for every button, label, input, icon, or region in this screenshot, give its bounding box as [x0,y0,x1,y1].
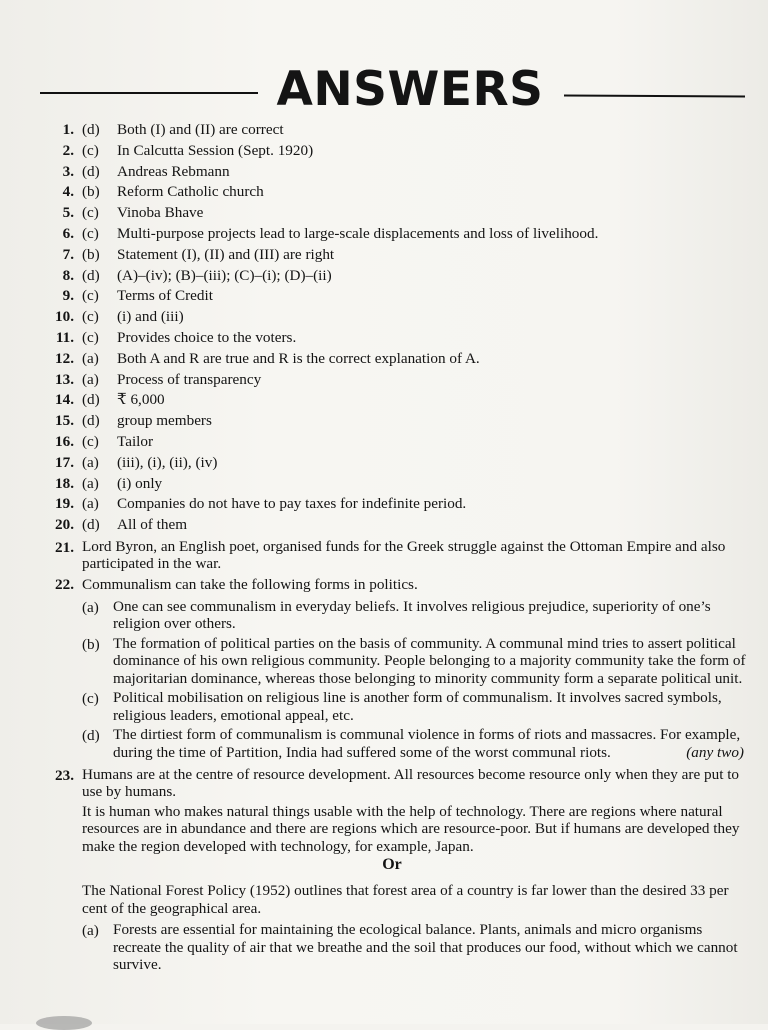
answer-row-13 [36,370,748,391]
part-text-wrap [113,726,748,762]
answer-option: (d) [82,412,100,430]
answer-text: Reform Catholic church [117,183,264,201]
answer-row-23 [36,766,748,801]
answer-row-20 [36,515,748,536]
heading-row [40,62,745,122]
part-label: (a) [82,598,99,616]
answer-option: (d) [82,516,100,534]
answer-row-15 [36,411,748,432]
answer-row-6 [36,224,748,245]
answer-text: group members [117,412,212,430]
answer-row-9 [36,286,748,307]
heading-rule-right [564,95,745,98]
answer-text: Vinoba Bhave [117,204,204,222]
answer-row-1 [36,120,748,141]
answer-row-16 [36,432,748,453]
answer-text: (iii), (i), (ii), (iv) [117,453,218,471]
answer-22-part-c [82,689,748,724]
answer-row-10 [36,307,748,328]
part-label: (d) [82,727,100,745]
answer-text: Tailor [117,432,154,450]
answer-number: 5. [62,204,74,222]
answer-number: 9. [62,287,74,305]
mcq-list [36,120,748,536]
answer-text: Both (I) and (II) are correct [117,121,284,138]
answer-text: ₹ 6,000 [117,391,165,409]
answer-number: 12. [55,349,74,367]
answer-row-18 [36,474,748,495]
answer-text: All of them [117,516,188,534]
answer-option: (d) [82,121,100,138]
answer-row-2 [36,141,748,162]
answer-text: Communalism can take the following forms in politics. [82,575,418,593]
answer-option: (c) [82,204,99,222]
heading-rule-left [40,92,258,94]
answer-row-21 [36,538,748,573]
page-shadow-mark [36,1016,92,1030]
part-label: (c) [82,690,99,708]
answer-number: 15. [55,412,74,430]
answer-22-part-a [82,598,748,633]
answer-option: (c) [82,224,99,242]
answer-option: (c) [82,432,99,450]
or-separator: Or [382,856,402,874]
answer-number: 21. [55,538,74,556]
answer-option: (a) [82,453,99,471]
answer-text: (i) only [117,474,163,492]
part-label: (a) [82,922,99,940]
answer-text: Both A and R are true and R is the correct explanation of A. [117,349,480,367]
answer-text: Lord Byron, an English poet, organised funds for the Greek struggle against the Ottoman Empire and also participated in the war. [82,537,726,573]
part-text: The dirtiest form of communalism is communal violence in forms of riots and massacres. For example, during the time of Partition, India had suffered some of the worst communal riots. [113,726,741,761]
page-title: ANSWERS [276,62,544,117]
answer-row-22 [36,575,748,596]
answer-23-paragraph-2: It is human who makes natural things usable with the help of technology. There are regions where natural resources are in abundance and there are regions which are resource-poor. But if humans are developed they make the region developed with technology, for example, Japan. [82,802,740,855]
answer-number: 19. [55,495,74,513]
answer-text: Andreas Rebmann [117,162,230,180]
answer-number: 1. [62,121,74,138]
answer-number: 14. [55,391,74,409]
answer-text: Terms of Credit [117,287,213,305]
answer-row-3 [36,162,748,183]
answer-row-14 [36,390,748,411]
part-text: Political mobilisation on religious line is another form of communalism. It involves sacred symbols, religious leaders, emotional appeal, etc. [113,689,722,724]
part-text: The formation of political parties on the basis of community. A communal mind tries to assert political dominance of his own religious community. People belonging to a majority community take the form of majoritarian dominance, whereas those belonging to minority community form a separate political unit. [113,634,746,687]
answer-option: (d) [82,266,100,284]
answer-number: 6. [62,224,74,242]
answer-number: 4. [62,183,74,201]
part-text: One can see communalism in everyday beliefs. It involves religious prejudice, superiority of one’s religion over others. [113,597,711,633]
answer-number: 7. [62,245,74,263]
answer-number: 10. [55,308,74,326]
answer-22-part-d [82,726,748,762]
answer-option: (c) [82,141,99,159]
answer-22-part-b [82,635,748,688]
answer-number: 16. [55,432,74,450]
answer-number: 17. [55,453,74,471]
answer-number: 11. [55,328,74,346]
answer-number: 22. [55,575,74,593]
answer-option: (c) [82,328,99,346]
answer-text: Humans are at the centre of resource development. All resources become resource only when they are put to use by humans. [82,765,740,801]
part-label: (b) [82,635,100,653]
answer-row-5 [36,203,748,224]
answer-23-paragraph-3: The National Forest Policy (1952) outlines that forest area of a country is far lower than the desired 33 per cent of the geographical area. [82,882,729,917]
answer-row-8 [36,266,748,287]
answer-text: Process of transparency [117,370,262,388]
answer-text: Companies do not have to pay taxes for indefinite period. [117,495,467,513]
answer-row-19 [36,494,748,515]
answers-list [36,120,748,974]
answer-text: Multi-purpose projects lead to large-scale displacements and loss of livelihood. [117,224,599,242]
answer-option: (b) [82,245,100,263]
answer-text: (A)–(iv); (B)–(iii); (C)–(i); (D)–(ii) [117,266,332,284]
any-two-note: (any two) [686,744,744,762]
answer-text: Statement (I), (II) and (III) are right [117,245,335,263]
answer-row-4 [36,182,748,203]
answer-option: (a) [82,474,99,492]
answer-option: (b) [82,183,100,201]
answer-row-11 [36,328,748,349]
answer-option: (c) [82,287,99,305]
answer-text: In Calcutta Session (Sept. 1920) [117,141,314,159]
answer-option: (a) [82,349,99,367]
answer-text: Provides choice to the voters. [117,328,297,346]
answer-number: 2. [62,141,74,159]
answer-number: 23. [55,766,74,784]
answer-option: (d) [82,391,100,409]
answer-option: (a) [82,495,99,513]
answer-text: (i) and (iii) [117,308,184,326]
part-text: Forests are essential for maintaining the ecological balance. Plants, animals and micro organisms recreate the quality of air that we breathe and the soil that produces our food, without which we cannot survive. [113,921,738,974]
answer-row-12 [36,349,748,370]
answer-number: 3. [62,162,74,180]
answer-row-17 [36,453,748,474]
answer-row-7 [36,245,748,266]
answer-number: 8. [62,266,74,284]
answer-number: 13. [55,370,74,388]
answer-option: (c) [82,308,99,326]
answer-number: 20. [55,516,74,534]
answer-option: (a) [82,370,99,388]
answer-number: 18. [55,474,74,492]
answer-23-part-a [82,921,748,974]
answer-option: (d) [82,162,100,180]
